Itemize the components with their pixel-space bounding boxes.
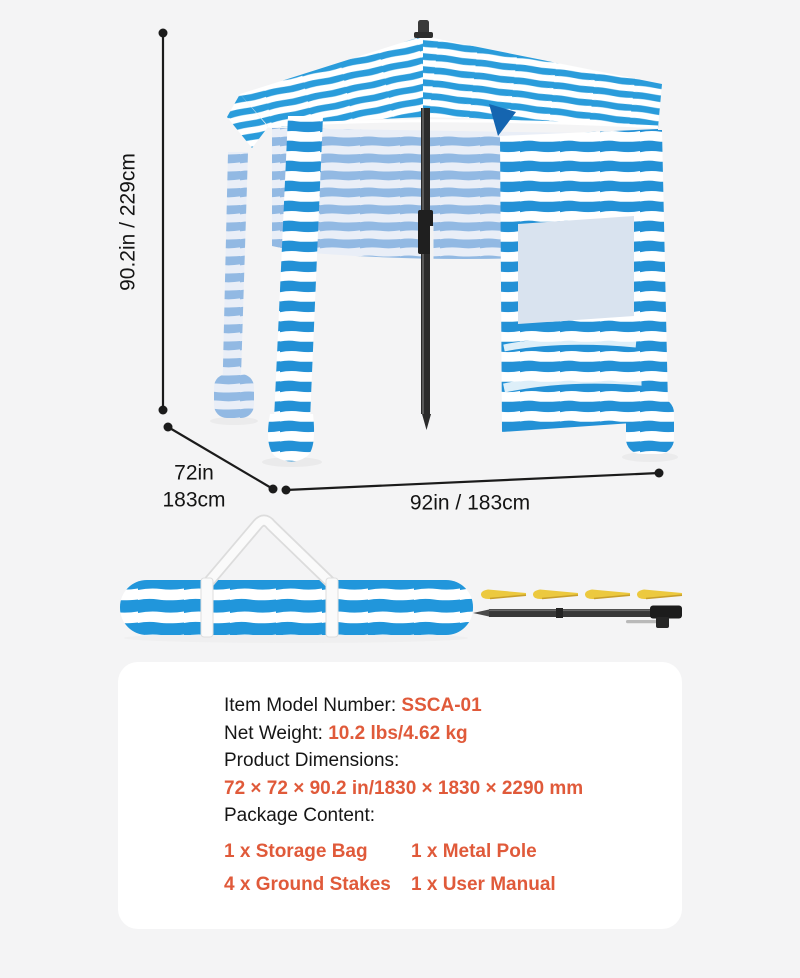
model-number-line [224, 692, 662, 720]
cabana-illustration [214, 20, 674, 462]
package-item-storage-bag: 1 x Storage Bag [224, 840, 368, 862]
package-item-user-manual: 1 x User Manual [411, 873, 556, 895]
spec-card [118, 662, 682, 929]
package-item-metal-pole: 1 x Metal Pole [411, 840, 537, 862]
bag-handle-strap [207, 521, 332, 585]
height-dimension-line [159, 29, 168, 415]
package-row-1 [224, 841, 662, 863]
package-item-ground-stakes: 4 x Ground Stakes [224, 873, 391, 895]
model-number-label: Item Model Number: [224, 695, 402, 716]
front-right-foot [626, 398, 674, 454]
back-left-leg [214, 152, 254, 418]
height-dimension-label: 90.2in / 229cm [116, 153, 140, 291]
depth-dimension-label-line1: 72in [174, 461, 214, 485]
ground-stakes-illustration [481, 590, 682, 600]
width-dimension-label: 92in / 183cm [409, 491, 531, 515]
product-dimensions-value: 72 × 72 × 90.2 in/1830 × 1830 × 2290 mm [224, 777, 584, 799]
net-weight-label: Net Weight: [224, 722, 329, 744]
pole-sticker [430, 226, 434, 260]
package-row-2 [224, 874, 662, 896]
net-weight-value: 10.2 lbs/4.62 kg [328, 722, 468, 744]
depth-dimension-label-line2: 183cm [162, 488, 226, 512]
front-left-foot [268, 414, 314, 462]
metal-pole-illustration [473, 606, 682, 629]
product-dimensions-label: Product Dimensions: [224, 750, 400, 771]
storage-bag-illustration [120, 521, 473, 638]
model-number-value: SSCA-01 [401, 695, 482, 716]
net-weight-line [224, 720, 662, 748]
package-content-label: Package Content: [224, 805, 376, 826]
wall-window [518, 216, 634, 324]
